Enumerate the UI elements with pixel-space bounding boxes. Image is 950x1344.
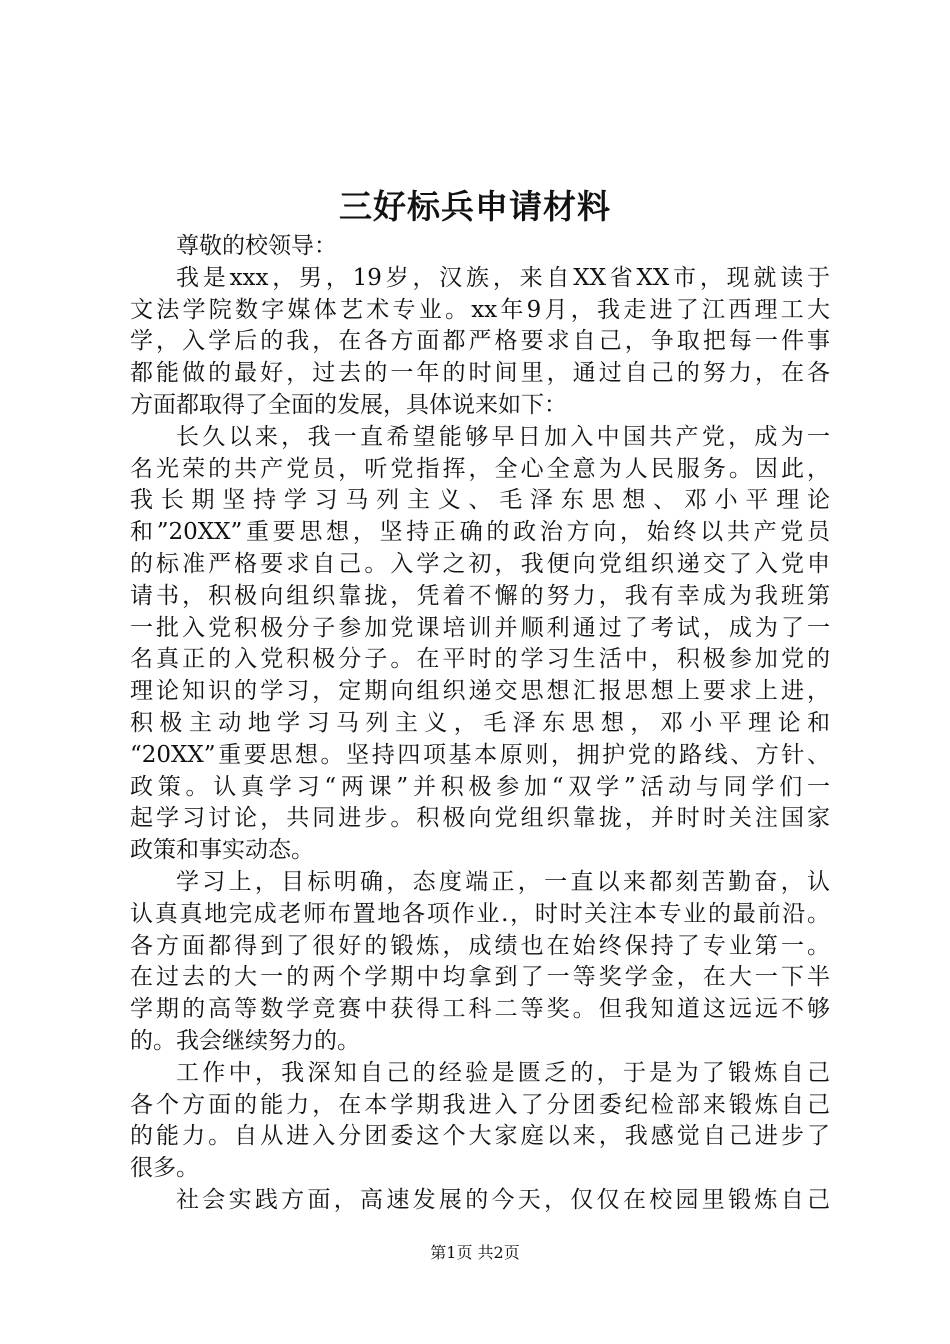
body-line: 我是xxx，男，19岁，汉族，来自XX省XX市，现就读于	[176, 264, 830, 291]
body-line: 文法学院数字媒体艺术专业。xx年9月，我走进了江西理工大	[130, 296, 830, 323]
body-line: 请书，积极向组织靠拢，凭着不懈的努力，我有幸成为我班第	[130, 582, 830, 609]
body-line: 学期的高等数学竞赛中获得工科二等奖。但我知道这远远不够	[130, 996, 830, 1023]
body-line: 我长期坚持学习马列主义、毛泽东思想、邓小平理论	[130, 487, 830, 514]
body-line: 都能做的最好，过去的一年的时间里，通过自己的努力，在各	[130, 360, 830, 387]
body-line: 各方面都得到了很好的锻炼，成绩也在始终保持了专业第一。	[130, 932, 830, 959]
body-line: 在过去的大一的两个学期中均拿到了一等奖学金，在大一下半	[130, 964, 830, 991]
body-line: 的。我会继续努力的。	[130, 1027, 360, 1054]
body-line: 学，入学后的我，在各方面都严格要求自己，争取把每一件事	[130, 328, 830, 355]
document-title: 三好标兵申请材料	[339, 187, 611, 226]
body-line: 认真真地完成老师布置地各项作业.，时时关注本专业的最前沿。	[130, 900, 830, 927]
body-line: 学习上，目标明确，态度端正，一直以来都刻苦勤奋，认	[176, 868, 830, 895]
body-line: 工作中，我深知自己的经验是匮乏的，于是为了锻炼自己	[176, 1059, 830, 1086]
body-line: 名光荣的共产党员，听党指挥，全心全意为人民服务。因此，	[130, 455, 830, 482]
body-line: 理论知识的学习，定期向组织递交思想汇报思想上要求上进，	[130, 678, 830, 705]
salutation-line: 尊敬的校领导：	[176, 233, 337, 259]
body-line: 长久以来，我一直希望能够早日加入中国共产党，成为一	[176, 423, 830, 450]
body-line: 很多。	[130, 1155, 199, 1182]
body-line: 政策。认真学习“两课”并积极参加“双学”活动与同学们一	[130, 773, 830, 800]
body-line: 的标准严格要求自己。入学之初，我便向党组织递交了入党申	[130, 550, 830, 577]
body-line: 方面都取得了全面的发展，具体说来如下：	[130, 391, 567, 418]
body-line: 一批入党积极分子参加党课培训并顺利通过了考试，成为了一	[130, 614, 830, 641]
page-number-footer: 第1页 共2页	[430, 1243, 520, 1262]
body-line: 名真正的入党积极分子。在平时的学习生活中，积极参加党的	[130, 646, 830, 673]
body-line: 的能力。自从进入分团委这个大家庭以来，我感觉自己进步了	[130, 1123, 830, 1150]
body-line: “20XX”重要思想。坚持四项基本原则，拥护党的路线、方针、	[130, 741, 830, 768]
body-line: 起学习讨论，共同进步。积极向党组织靠拢，并时时关注国家	[130, 805, 830, 832]
body-line: 积极主动地学习马列主义，毛泽东思想，邓小平理论和	[130, 709, 830, 736]
body-line: 社会实践方面，高速发展的今天，仅仅在校园里锻炼自己	[176, 1186, 830, 1213]
body-line: 政策和事实动态。	[130, 837, 314, 864]
document-body	[130, 231, 830, 1217]
body-line: 和”20XX”重要思想，坚持正确的政治方向，始终以共产党员	[130, 519, 830, 546]
body-line: 各个方面的能力，在本学期我进入了分团委纪检部来锻炼自己	[130, 1091, 830, 1118]
